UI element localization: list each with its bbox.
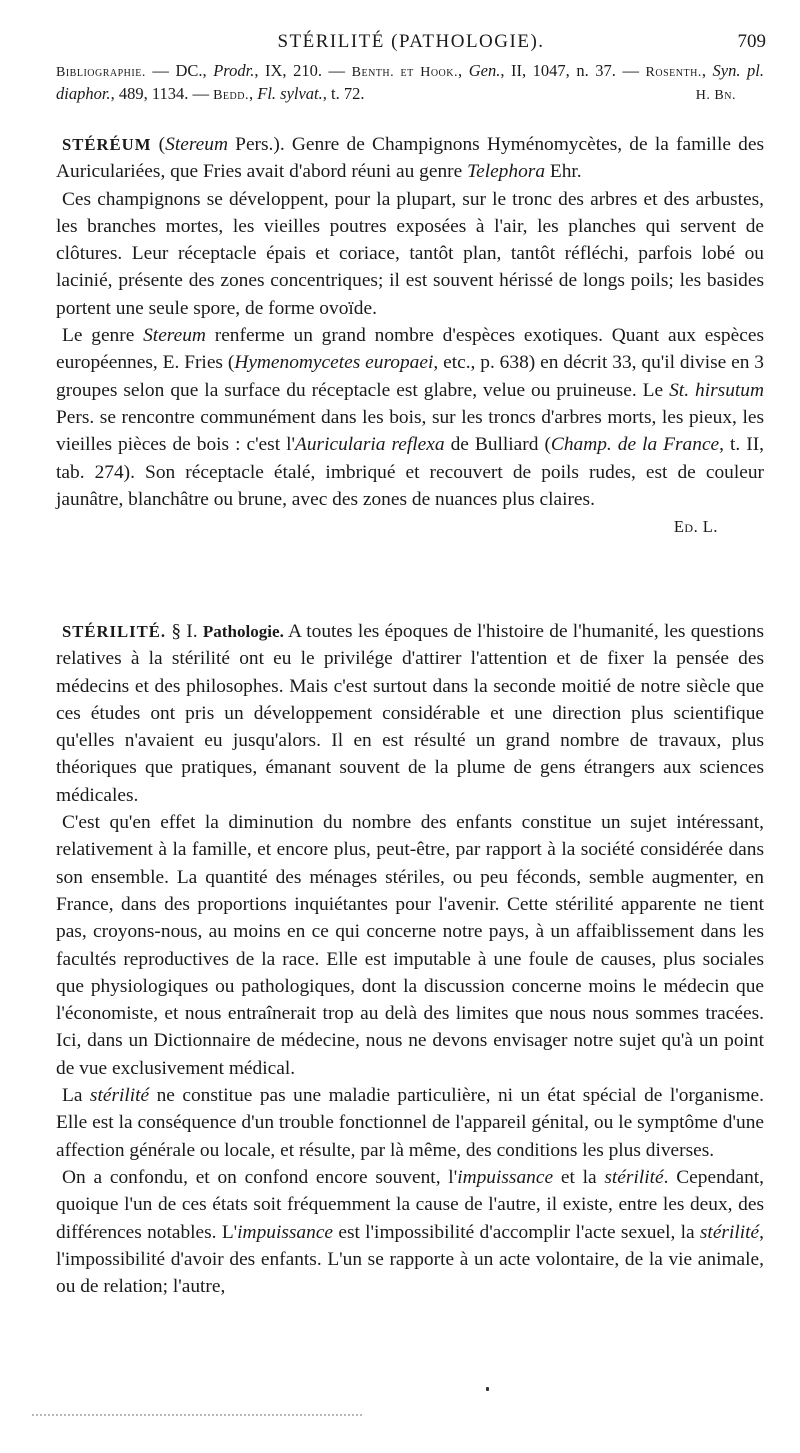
text: Le genre [62,325,144,347]
text: de Bulliard ( [444,434,551,456]
stereum-paragraph-1 [56,131,764,186]
sterilite-paragraph-2: C'est qu'en effet la diminution du nombre des enfants constitue un sujet intéressant, relativement à la famille, et encore plus, peut-être, par rapport à la société considérée dans son ensemble. La quantité des ménages stériles, ou peu féconds, semble augmenter, en France, dans des proportions inquiétantes pour l'avenir. Cette stérilité apparente ne tient pas, croyons-nous, au moins en ce qui concerne notre pays, à un affaiblissement dans les facultés reproductives de la race. Elle est imputable à une foule de causes, plus sociales que physiologiques ou pathologiques, dont la discussion concerne moins le médecin que l'économiste, et nous entraînerait trop au delà des limites que nous nous sommes tracées. Ici, dans un Dictionnaire de médecine, nous ne devons envisager notre sujet qu'à un point de vue exclusivement médical. [56,812,764,1079]
entry-keyword: STÉRÉUM [62,135,152,154]
bib-author: Bedd. [213,88,249,103]
text: est l'impossibilité d'accomplir l'acte sexuel, la [333,1221,700,1243]
running-title: STÉRILITÉ (PATHOLOGIE). [277,31,545,52]
term: stérilité [604,1166,664,1188]
bib-text: , II, 1047, n. 37. — [500,61,646,80]
term: stérilité [699,1221,760,1243]
bib-title: Prodr. [213,61,255,80]
bibliography-block [56,60,764,106]
text: . Cependant, quoique l'un de ces états soit fréquemment la cause de l'autre, il existe, entre les deux, des différences notables. L' [56,1166,764,1243]
text: ne constitue pas une maladie particulière, ni un état spécial de l'organisme. Elle est la conséquence d'un trouble fonctionnel de l'appareil génital, ou le symptôme d'une affection générale ou locale, et résulte, par là même, des conditions les plus diverses. [56,1085,764,1161]
text: renferme un grand nombre d'espèces exotiques. Quant aux espèces européennes, E. Fries ( [56,325,764,374]
term: stérilité [89,1085,150,1107]
bib-title: Fl. sylvat. [257,84,323,103]
taxon: St. hirsutum [669,379,764,401]
taxon: Stereum [165,134,228,155]
sterilite-paragraph-4 [56,1164,764,1300]
text: , t. II, tab. 274). Son réceptacle étalé, imbriqué et recouvert de poils rudes, est de couleur jaunâtre, blanchâtre ou brune, avec des zones de nuances plus claires. [56,434,764,510]
bib-text: , [458,61,469,80]
page-number: 709 [737,31,766,52]
text: On a confondu, et on confond encore souvent, l' [62,1166,458,1188]
print-speck [486,1387,489,1391]
bib-text: — DC., [145,61,214,80]
section-mark: § I. [166,621,203,642]
scan-artifact [32,1414,362,1418]
bib-text: , IX, 210. — [254,61,352,80]
taxon: Stereum [143,325,206,347]
citation: Champ. de la France [550,434,720,456]
text: et la [553,1166,605,1188]
bibliography-signature: H. Bn. [695,88,736,103]
bibliography-label: Bibliographie. [56,65,146,80]
article-stereum [56,131,764,540]
term: impuissance [457,1166,554,1188]
bib-text: , t. 72. [322,84,365,103]
text: Pers.). Genre de Champignons Hyménomycètes, de la famille des Auriculariées, que Fries avait d'abord réuni au genre [56,134,764,183]
sterilite-paragraph-3 [56,1082,764,1164]
section-title: Pathologie. [202,622,284,641]
stereum-paragraph-3 [56,322,764,513]
term: impuissance [237,1221,334,1243]
stereum-signature [56,513,764,540]
bib-title: Gen. [468,61,501,80]
taxon: Telephora [467,161,546,183]
article-sterilite [56,618,764,1300]
bib-text: , 489, 1134. — [110,84,214,103]
text: A toutes les époques de l'histoire de l'humanité, les questions relatives à la stérilité ont eu le privilége d'attirer l'attention et de fixer la pensée des médecins et des philosophes. Mais c'est surtout dans la seconde moitié de notre siècle que ces études ont pris un développement considérable et une direction plus scientifique qu'elles n'avaient eu jusqu'alors. Il en est résulté un grand nombre de travaux, plus théoriques que pratiques, émanant souvent de la plume de gens étrangers aux sciences médicales. [56,621,764,806]
running-header [56,28,766,54]
bib-author: Rosenth. [645,65,702,80]
bib-text: , [248,84,258,103]
stereum-paragraph-2: Ces champignons se développent, pour la plupart, sur le tronc des arbres et des arbustes, les branches mortes, les vieilles poutres exposées à l'air, les planches qui servent de clôtures. Leur réceptacle épais et coriace, tantôt plan, tantôt réfléchi, parfois lobé ou lacinié, présente des zones concentriques; il est souvent hérissé de longs poils; les basides portent une seule spore, de forme ovoïde. [56,188,764,319]
text: ( [151,134,166,155]
taxon: Auricularia reflexa [294,434,445,456]
signature-text: Ed. L. [673,517,718,537]
citation: Hymenomycetes europaei [234,352,434,374]
bib-title: Syn. pl. diaphor. [56,61,764,103]
sterilite-paragraph-1 [56,618,764,809]
text: , etc., p. 638) en décrit 33, qu'il divise en 3 groupes selon que la surface du réceptacle est glabre, velue ou pruineuse. Le [56,352,764,401]
text: , l'impossibilité d'avoir des enfants. L'un se rapporte à un acte volontaire, de la vie animale, ou de relation; l'autre, [56,1221,764,1298]
entry-keyword: STÉRILITÉ. [62,622,167,641]
bib-author: Benth. et Hook. [351,65,459,80]
bib-text: , [701,61,713,80]
text: La [62,1085,90,1107]
text: Pers. se rencontre communément dans les bois, sur les troncs d'arbres morts, les pieux, les vieilles pièces de bois : c'est l' [56,406,764,456]
text: Ehr. [545,161,582,183]
